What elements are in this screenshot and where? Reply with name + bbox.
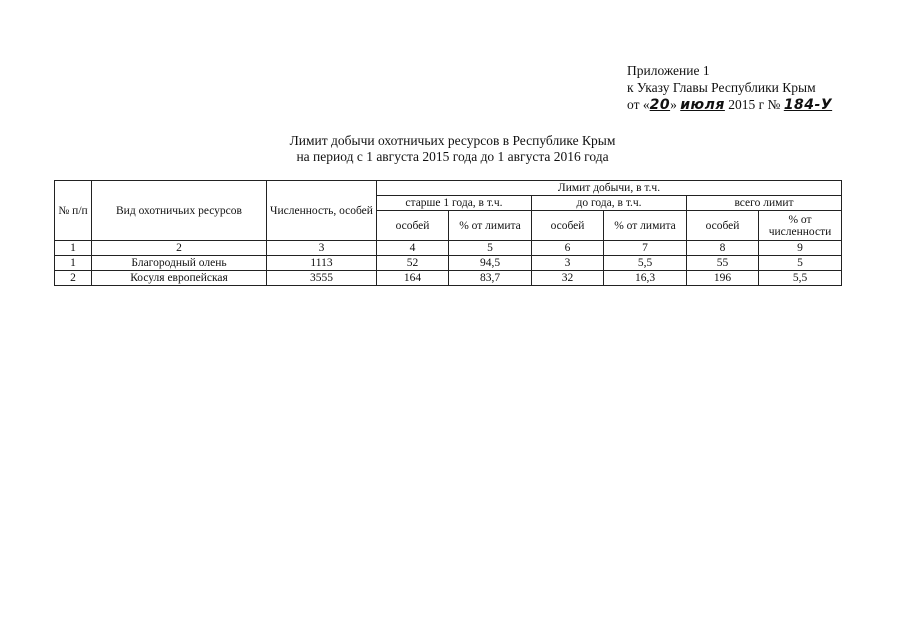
cell-num: 1 [55, 256, 92, 271]
handwritten-number: 184-У [783, 97, 833, 113]
cell-older-count: 164 [377, 271, 449, 286]
header-younger-pct: % от лимита [604, 211, 687, 241]
cell-population: 3555 [267, 271, 377, 286]
handwritten-day: 20 [649, 97, 671, 113]
cell-num: 2 [55, 271, 92, 286]
title-line-2: на период с 1 августа 2015 года до 1 августа 2016 года [296, 149, 609, 164]
appendix-number: Приложение 1 [627, 63, 710, 78]
cell-younger-pct: 5,5 [604, 256, 687, 271]
header-total-count: особей [687, 211, 759, 241]
cell-older-pct: 94,5 [449, 256, 532, 271]
cell-species: Благородный олень [92, 256, 267, 271]
date-prefix: от « [627, 97, 650, 112]
column-number: 8 [687, 241, 759, 256]
column-number: 5 [449, 241, 532, 256]
document-title [0, 133, 905, 165]
column-number: 6 [532, 241, 604, 256]
cell-population: 1113 [267, 256, 377, 271]
header-older-count: особей [377, 211, 449, 241]
cell-younger-count: 3 [532, 256, 604, 271]
cell-older-count: 52 [377, 256, 449, 271]
header-younger: до года, в т.ч. [532, 196, 687, 211]
header-older: старше 1 года, в т.ч. [377, 196, 532, 211]
header-population: Численность, особей [267, 181, 377, 241]
column-number: 3 [267, 241, 377, 256]
cell-total-pct: 5,5 [759, 271, 842, 286]
header-species: Вид охотничьих ресурсов [92, 181, 267, 241]
header-younger-count: особей [532, 211, 604, 241]
appendix-block [627, 62, 832, 114]
table-row [55, 256, 842, 271]
column-number: 7 [604, 241, 687, 256]
column-number: 9 [759, 241, 842, 256]
appendix-decree-ref: к Указу Главы Республики Крым [627, 80, 816, 95]
header-total: всего лимит [687, 196, 842, 211]
column-number: 2 [92, 241, 267, 256]
cell-younger-count: 32 [532, 271, 604, 286]
column-number: 4 [377, 241, 449, 256]
table-row [55, 271, 842, 286]
date-mid: » [670, 97, 677, 112]
appendix-date-line [627, 96, 832, 114]
column-number-row [55, 241, 842, 256]
header-older-pct: % от лимита [449, 211, 532, 241]
handwritten-month: июля [680, 97, 725, 113]
cell-total-count: 196 [687, 271, 759, 286]
limits-table [54, 180, 842, 286]
cell-younger-pct: 16,3 [604, 271, 687, 286]
title-line-1: Лимит добычи охотничьих ресурсов в Республике Крым [289, 133, 616, 148]
date-year: 2015 г № [724, 97, 781, 112]
header-num: № п/п [55, 181, 92, 241]
column-number: 1 [55, 241, 92, 256]
cell-total-pct: 5 [759, 256, 842, 271]
header-limit: Лимит добычи, в т.ч. [377, 181, 842, 196]
cell-total-count: 55 [687, 256, 759, 271]
cell-species: Косуля европейская [92, 271, 267, 286]
cell-older-pct: 83,7 [449, 271, 532, 286]
header-total-pct: % от численности [759, 211, 842, 241]
